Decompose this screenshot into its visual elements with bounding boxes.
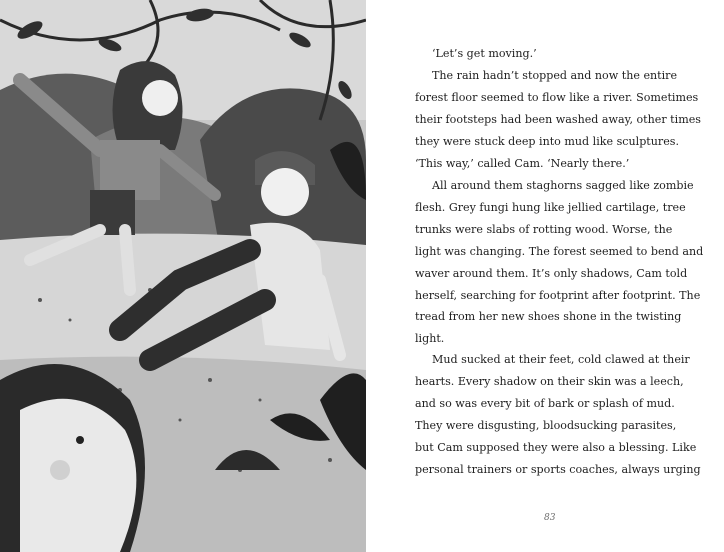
paragraph-4: Mud sucked at their feet, cold clawed at their hearts. Every shadow on their skin was a leech, and so was every bit of bark or splash of mud. They were disgusting, bloodsucking parasites, but Cam supposed they were also a blessing. Like personal trainers or sports coaches, always urging <box>415 353 701 476</box>
paragraph-2: The rain hadn’t stopped and now the entire forest floor seemed to flow like a river. Sometimes their footsteps had been washed away, other times they were stuck deep into mud like sculptures. ‘This way,’ called Cam. ‘Nearly there.’ <box>415 69 701 170</box>
text-page <box>366 0 724 552</box>
paragraph-3: All around them staghorns sagged like zombie flesh. Grey fungi hung like jellied cartilage, tree trunks were slabs of rotting wood. Worse, the light was changing. The forest seemed to bend and waver around them. It’s only shadows, Cam told herself, searching for footprint after footprint. The tread from her new shoes shone in the twisting light. <box>415 179 704 346</box>
paragraph-1: ‘Let’s get moving.’ <box>432 47 537 60</box>
page-number: 83 <box>544 513 556 523</box>
